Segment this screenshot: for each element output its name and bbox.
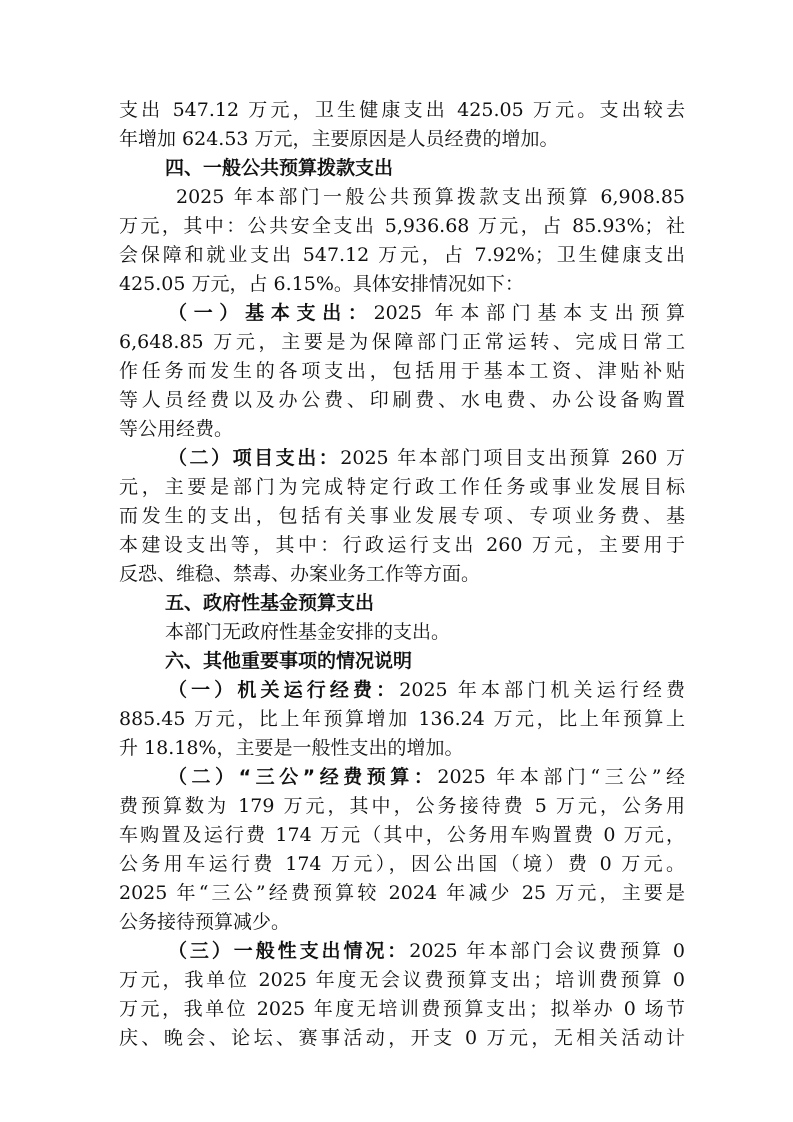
text-line: 而发生的支出，包括有关事业发展专项、专项业务费、基	[119, 505, 685, 527]
text-line: 作任务而发生的各项支出，包括用于基本工资、津贴补贴	[119, 360, 685, 382]
text-line: 万元，我单位 2025 年度无会议费预算支出；培训费预算 0	[119, 969, 685, 991]
subheading-project-expenditure: （二）项目支出：	[168, 447, 341, 469]
subheading-general-expenditure: （三）一般性支出情况：	[168, 940, 410, 962]
paragraph-first-line	[168, 937, 685, 965]
text-line: 万元，我单位 2025 年度无培训费预算支出；拟举办 0 场节	[119, 998, 685, 1020]
text-line: 元，主要是部门为完成特定行政工作任务或事业发展目标	[119, 476, 685, 498]
text-line: 庆、晚会、论坛、赛事活动，开支 0 万元，无相关活动计	[119, 1027, 685, 1049]
text-line: 支出 547.12 万元，卫生健康支出 425.05 万元。支出较去	[119, 99, 685, 121]
text-line: 公务接待预算减少。	[119, 911, 291, 933]
text-span: 2025 年本部门机关运行经费	[399, 679, 685, 701]
text-line: 2025 年“三公”经费预算较 2024 年减少 25 万元，主要是	[119, 882, 685, 904]
subheading-operating-expenses: （一）机关运行经费：	[168, 679, 400, 701]
text-line: 费预算数为 179 万元，其中，公务接待费 5 万元，公务用	[119, 795, 685, 817]
paragraph-first-line	[168, 444, 685, 472]
paragraph-first-line	[168, 299, 685, 327]
text-span: 2025 年本部门会议费预算 0	[409, 940, 685, 962]
text-line: 万元，其中：公共安全支出 5,936.68 万元，占 85.93%；社	[119, 215, 685, 237]
text-line: 6,648.85 万元，主要是为保障部门正常运转、完成日常工	[119, 331, 685, 353]
text-line: 等公用经费。	[119, 418, 234, 440]
text-line: 车购置及运行费 174 万元（其中，公务用车购置费 0 万元，	[119, 824, 685, 846]
text-line: 公务用车运行费 174 万元），因公出国（境）费 0 万元。	[119, 853, 685, 875]
section-heading: 六、其他重要事项的情况说明	[165, 650, 413, 672]
text-line: 会保障和就业支出 547.12 万元，占 7.92%；卫生健康支出	[119, 244, 685, 266]
text-line: 2025 年本部门一般公共预算拨款支出预算 6,908.85	[176, 186, 685, 208]
text-line: 本部门无政府性基金安排的支出。	[165, 621, 451, 643]
text-span: 2025 年本部门基本支出预算	[373, 302, 685, 324]
text-line: 年增加 624.53 万元，主要原因是人员经费的增加。	[119, 128, 559, 150]
subheading-three-public-expenses: （二）“三公”经费预算：	[168, 766, 438, 788]
text-line: 升 18.18%，主要是一般性支出的增加。	[119, 737, 464, 759]
text-span: 2025 年本部门项目支出预算 260 万	[340, 447, 685, 469]
text-line: 反恐、维稳、禁毒、办案业务工作等方面。	[119, 563, 481, 585]
text-line: 425.05 万元，占 6.15%。具体安排情况如下：	[119, 273, 524, 295]
section-heading: 五、政府性基金预算支出	[165, 592, 375, 614]
text-span: 2025 年本部门“三公”经	[437, 766, 685, 788]
paragraph-first-line	[168, 676, 685, 704]
text-line: 885.45 万元，比上年预算增加 136.24 万元，比上年预算上	[119, 708, 685, 730]
subheading-basic-expenditure: （一）基本支出：	[168, 302, 374, 324]
paragraph-first-line	[168, 763, 685, 791]
section-heading: 四、一般公共预算拨款支出	[165, 157, 394, 179]
text-line: 等人员经费以及办公费、印刷费、水电费、办公设备购置	[119, 389, 685, 411]
text-line: 本建设支出等，其中：行政运行支出 260 万元，主要用于	[119, 534, 685, 556]
